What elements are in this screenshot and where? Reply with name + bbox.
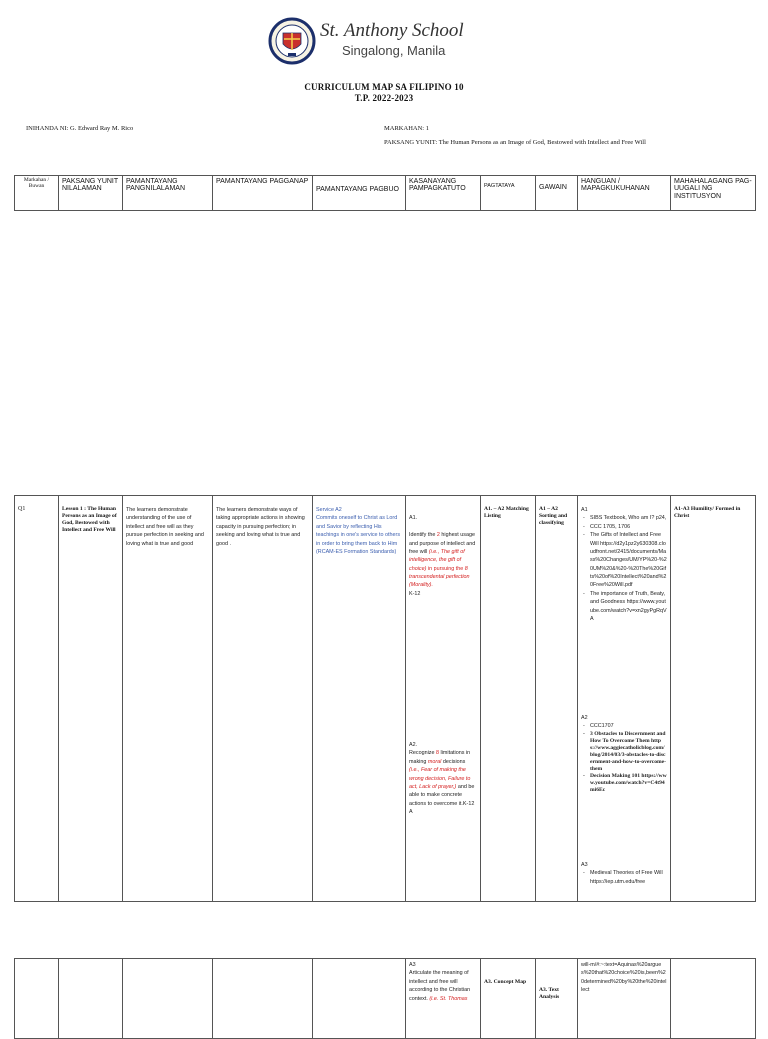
curriculum-header-table	[14, 175, 756, 211]
document-title: CURRICULUM MAP SA FILIPINO 10	[304, 82, 464, 92]
cell-pagganap: The learners demonstrate ways of taking appropriate actions in showing capacity in pursuing perfection; in seeking and loving what is true and good .	[213, 496, 313, 902]
header-pag-uugali: MAHAHALAGANG PAG-UUGALI NG INSTITUSYON	[671, 176, 756, 211]
kasanayan-a1	[409, 506, 477, 598]
header-markahan: Markahan / Buwan	[15, 176, 59, 211]
cell-kasanayan-a3	[406, 959, 481, 1039]
kasanayan-a2-text: Recognize	[409, 750, 436, 757]
header-pagbuo: PAMANTAYANG PAGBUO	[313, 176, 406, 211]
kasanayan-a1-code: K-12	[409, 590, 421, 597]
school-address: Singalong, Manila	[342, 43, 446, 58]
cell-empty	[59, 959, 123, 1039]
kasanayan-a1-highlight: 2	[436, 532, 440, 539]
kasanayan-a2-text: limitations in making	[409, 750, 471, 765]
kasanayan-a2	[409, 741, 477, 816]
cell-gawain: A1 – A2 Sorting and classifying	[536, 496, 578, 902]
kasanayan-a1-highlight: 8 transcendental perfection (Morality).	[409, 565, 470, 589]
kasanayan-a1-highlight: (i.e., The gift of intelligence, the gift of choice)	[409, 548, 465, 572]
paksang-yunit-label: PAKSANG YUNIT: The Human Persons as an Image of God, Bestowed with Intellect and Free Will	[384, 139, 646, 146]
kasanayan-a1-highlight: in pursuing the	[426, 565, 465, 572]
cell-empty	[15, 959, 59, 1039]
hanguan-a3-label: A3	[581, 862, 588, 868]
header-kasanayan: KASANAYANG PAMPAGKATUTO	[406, 176, 481, 211]
resource-item: - CCC1707	[590, 722, 667, 730]
kasanayan-a2-highlight: 8	[435, 750, 439, 757]
cell-empty	[123, 959, 213, 1039]
kasanayan-a1-text: highest usage and purpose of intellect and free will	[409, 532, 476, 555]
cell-empty	[313, 959, 406, 1039]
cell-empty	[213, 959, 313, 1039]
resource-item: - Decision Making 101 https://www.youtube.com/watch?v=C4t94mi6Ec	[590, 773, 667, 794]
cell-gawain-a3: A3. Text Analysis	[536, 959, 578, 1039]
resource-item: - SIBS Textbook, Who am I? p24,	[590, 514, 667, 522]
kasanayan-a2-label: A2.	[409, 742, 418, 748]
hanguan-a1	[581, 506, 667, 623]
kasanayan-a2-highlight: (i.e., Fear of making the wrong decision, Failure to act, Lack of prayer,)	[409, 767, 471, 790]
cell-pangnilalaman: The learners demonstrate understanding of the use of intellect and free will as they pursue perfection in seeking and loving what is true and good	[123, 496, 213, 902]
header-pagganap: PAMANTAYANG PAGGANAP	[213, 176, 313, 211]
resource-item: - Medieval Theories of Free Will https://iep.utm.edu/free	[590, 869, 667, 886]
cell-pagbuo: Service A2 Commits oneself to Christ as Lord and Savior by reflecting His teachings in one's service to others in order to bring them back to Him (RCAM-ES Formation Standards)	[313, 496, 406, 902]
hanguan-a1-label: A1	[581, 507, 588, 513]
kasanayan-a3-label: A3	[409, 962, 416, 968]
hanguan-a3	[581, 861, 667, 886]
kasanayan-a2-highlight: moral	[427, 758, 442, 765]
cell-hanguan-a3: will-m/#:~:text=Aquinas%20argues%20that%20choice%20is,been%20determined%20by%20the%20intellect	[578, 959, 671, 1039]
kasanayan-a3-highlight: (i.e. St. Thomas	[429, 995, 468, 1002]
school-name: St. Anthony School	[320, 20, 464, 41]
prepared-by: INIHANDA NI: G. Edward Ray M. Rico	[26, 125, 134, 132]
resource-item: - CCC 1705, 1706	[590, 523, 667, 531]
header-paksa: PAKSANG YUNIT NILALAMAN	[59, 176, 123, 211]
resource-item: - The importance of Truth, Beaty, and Goodness https://www.youtube.com/watch?v=xn2gyPgRqVA	[590, 590, 667, 624]
hanguan-a2-label: A2	[581, 715, 588, 721]
resource-item: - The Gifts of Intellect and Free Will https://d2y1pz2y630308.cloudfront.net/2415/documents/Mass%20Changes/UM/YP%20-%20UM%20&%20-%20The%20Gifts%20of%20Intellect%20and%20Free%20Will.pdf	[590, 531, 667, 590]
school-year: T.P. 2022-2023	[354, 93, 414, 103]
cell-empty	[671, 959, 756, 1039]
kasanayan-a2-text: and be able to make concrete actions to overcome it.K-12 A	[409, 783, 475, 815]
kasanayan-a1-label: A1.	[409, 515, 418, 522]
hanguan-a2	[581, 714, 667, 794]
kasanayan-a3-text: Articulate the meaning of intellect and free will according to the Christian context.	[409, 970, 471, 1002]
cell-kasanayan	[406, 496, 481, 902]
school-seal-icon	[268, 16, 316, 66]
school-logo	[268, 16, 316, 66]
kasanayan-a2-text: decisions	[441, 758, 466, 765]
cell-pagtataya: A1. – A2 Matching Listing	[481, 496, 536, 902]
markahan-label: MARKAHAN: 1	[384, 125, 429, 132]
cell-pagtataya-a3: A3. Concept Map	[481, 959, 536, 1039]
header-gawain: GAWAIN	[536, 176, 578, 211]
header-pangnilalaman: PAMANTAYANG PANGNILALAMAN	[123, 176, 213, 211]
header-hanguan: HANGUAN / MAPAGKUKUHANAN	[578, 176, 671, 211]
resource-item: - 3 Obstacles to Discernment and How To Overcome Them https://www.aggiecatholicblog.com/blog/2014/03/3-obstacles-to-discernment-and-how-to-overcome-them	[590, 731, 667, 773]
curriculum-row-q1	[14, 495, 756, 902]
kasanayan-a1-text: Identify the	[409, 532, 437, 539]
cell-paksa: Lesson 1 : The Human Persons as an Image of God, Bestowed with Intellect and Free Will	[59, 496, 123, 902]
header-pagtataya: PAGTATAYA	[481, 176, 536, 211]
cell-hanguan	[578, 496, 671, 902]
cell-markahan: Q1	[15, 496, 59, 902]
cell-pag-uugali: A1-A3 Humility/ Formed in Christ	[671, 496, 756, 902]
curriculum-row-q1-continued	[14, 958, 756, 1039]
